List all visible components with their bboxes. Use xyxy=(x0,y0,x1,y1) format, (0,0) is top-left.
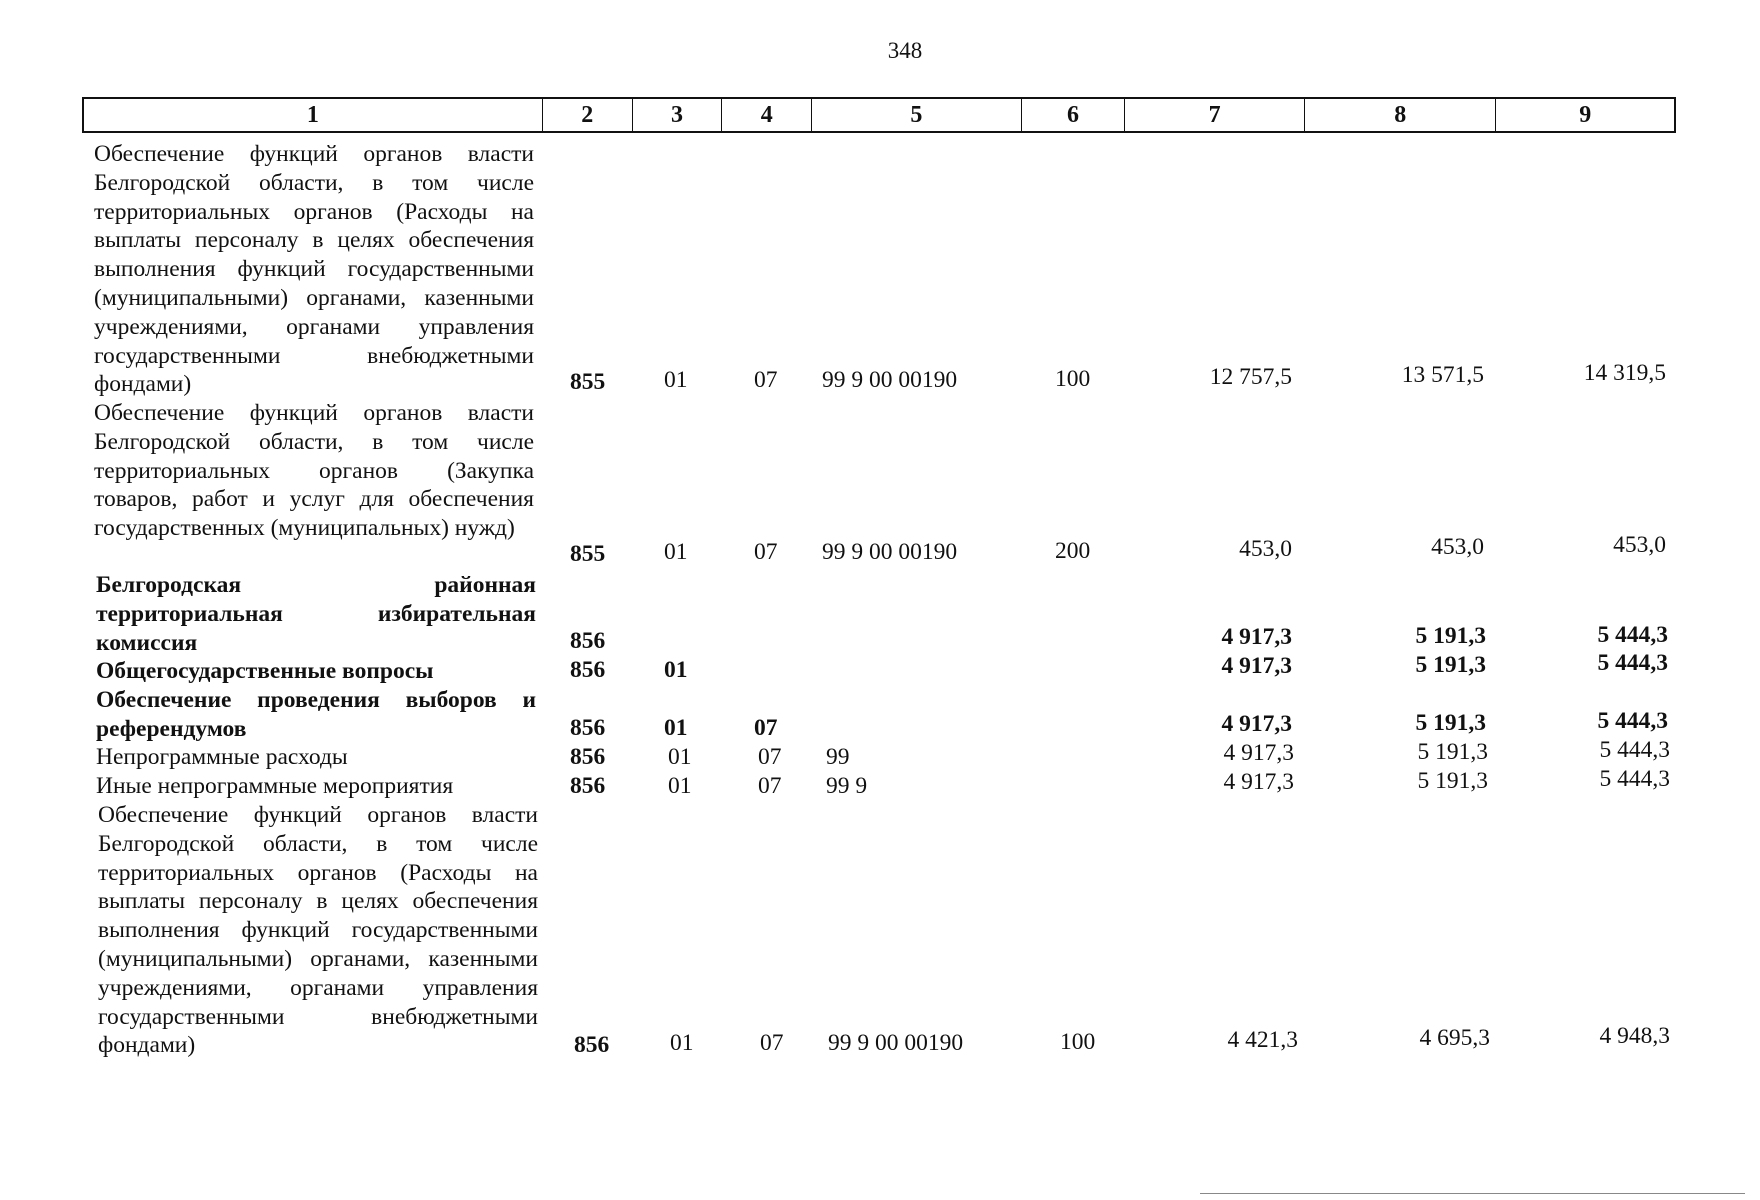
row-5-col-4: 07 xyxy=(758,744,782,770)
row-0-col-9: 14 319,5 xyxy=(1583,360,1666,386)
row-3-col-2: 856 xyxy=(570,657,606,683)
row-5-col-3: 01 xyxy=(668,744,692,770)
row-0-col-8: 13 571,5 xyxy=(1401,362,1484,388)
row-1-col-2: 855 xyxy=(570,541,606,567)
row-4-col-9: 5 444,3 xyxy=(1597,708,1668,734)
row-0-col-6: 100 xyxy=(1055,366,1091,392)
row-1-col-6: 200 xyxy=(1055,538,1091,564)
row-4-col-8: 5 191,3 xyxy=(1415,710,1486,736)
row-2-col-9: 5 444,3 xyxy=(1597,622,1668,648)
row-6-col-9: 5 444,3 xyxy=(1599,766,1670,792)
row-0-col-5: 99 9 00 00190 xyxy=(822,367,958,393)
row-7-col-2: 856 xyxy=(574,1032,610,1058)
row-0-col-4: 07 xyxy=(754,367,778,393)
row-3-col-9: 5 444,3 xyxy=(1597,650,1668,676)
row-1-description: Обеспечение функций органов власти Белгородской области, в том числе территориальных органов (Закупка товаров, работ и услуг для обеспечения государственных (муниципальных) нужд) xyxy=(94,400,534,542)
row-5-col-5: 99 xyxy=(826,744,850,770)
header-col-1: 1 xyxy=(84,99,543,131)
row-6-col-5: 99 9 xyxy=(826,773,868,799)
row-1-col-5: 99 9 00 00190 xyxy=(822,539,958,565)
row-5-col-9: 5 444,3 xyxy=(1599,737,1670,763)
row-7-col-3: 01 xyxy=(670,1030,694,1056)
row-7-col-9: 4 948,3 xyxy=(1599,1023,1670,1049)
row-6-col-8: 5 191,3 xyxy=(1417,768,1488,794)
row-3-description: Общегосударственные вопросы xyxy=(96,658,434,684)
row-0-description: Обеспечение функций органов власти Белгородской области, в том числе территориальных органов (Расходы на выплаты персоналу в целях обеспечения выполнения функций государственными (муниципальными) органами, казенными учреждениями, органами управления государственными внебюджетными фондами) xyxy=(94,141,534,398)
row-5-col-8: 5 191,3 xyxy=(1417,739,1488,765)
row-2-description: Белгородская районная территориальная избирательная комиссия xyxy=(96,572,536,656)
row-1-col-3: 01 xyxy=(664,539,688,565)
row-0-col-3: 01 xyxy=(664,367,688,393)
row-1-col-9: 453,0 xyxy=(1613,532,1666,558)
row-6-col-3: 01 xyxy=(668,773,692,799)
row-7-description: Обеспечение функций органов власти Белгородской области, в том числе территориальных органов (Расходы на выплаты персоналу в целях обеспечения выполнения функций государственными (муниципальными) органами, казенными учреждениями, органами управления государственными внебюджетными фондами) xyxy=(98,802,538,1059)
row-2-col-2: 856 xyxy=(570,628,606,654)
header-col-3: 3 xyxy=(633,99,723,131)
row-6-col-2: 856 xyxy=(570,773,606,799)
header-col-9: 9 xyxy=(1579,102,1592,128)
row-1-col-7: 453,0 xyxy=(1239,536,1292,562)
header-col-7: 7 xyxy=(1125,99,1305,131)
row-7-col-5: 99 9 00 00190 xyxy=(828,1030,964,1056)
row-5-col-7: 4 917,3 xyxy=(1223,740,1294,766)
row-3-col-7: 4 917,3 xyxy=(1221,653,1292,679)
row-0-col-7: 12 757,5 xyxy=(1209,364,1292,390)
row-6-description: Иные непрограммные мероприятия xyxy=(96,773,454,799)
row-1-col-4: 07 xyxy=(754,539,778,565)
row-7-col-7: 4 421,3 xyxy=(1227,1027,1298,1053)
page-number: 348 xyxy=(887,38,923,63)
row-5-description: Непрограммные расходы xyxy=(96,744,348,770)
row-7-col-4: 07 xyxy=(760,1030,784,1056)
row-2-col-8: 5 191,3 xyxy=(1415,623,1486,649)
footer-rule xyxy=(1200,1193,1745,1194)
row-4-col-4: 07 xyxy=(754,715,778,741)
header-col-4: 4 xyxy=(722,99,812,131)
row-1-col-8: 453,0 xyxy=(1431,534,1484,560)
row-7-col-6: 100 xyxy=(1060,1029,1096,1055)
row-2-col-7: 4 917,3 xyxy=(1221,624,1292,650)
row-5-col-2: 856 xyxy=(570,744,606,770)
row-4-col-2: 856 xyxy=(570,715,606,741)
row-6-col-7: 4 917,3 xyxy=(1223,769,1294,795)
row-3-col-3: 01 xyxy=(664,657,688,683)
row-4-col-7: 4 917,3 xyxy=(1221,711,1292,737)
header-col-6: 6 xyxy=(1022,99,1126,131)
row-7-col-8: 4 695,3 xyxy=(1419,1025,1490,1051)
row-4-description: Обеспечение проведения выборов и референдумов xyxy=(96,687,536,742)
header-col-5: 5 xyxy=(812,99,1021,131)
row-6-col-4: 07 xyxy=(758,773,782,799)
row-3-col-8: 5 191,3 xyxy=(1415,652,1486,678)
row-0-col-2: 855 xyxy=(570,369,606,395)
header-col-8: 8 xyxy=(1305,99,1497,131)
row-4-col-3: 01 xyxy=(664,715,688,741)
table-header xyxy=(82,97,1676,133)
header-col-2: 2 xyxy=(543,99,633,131)
